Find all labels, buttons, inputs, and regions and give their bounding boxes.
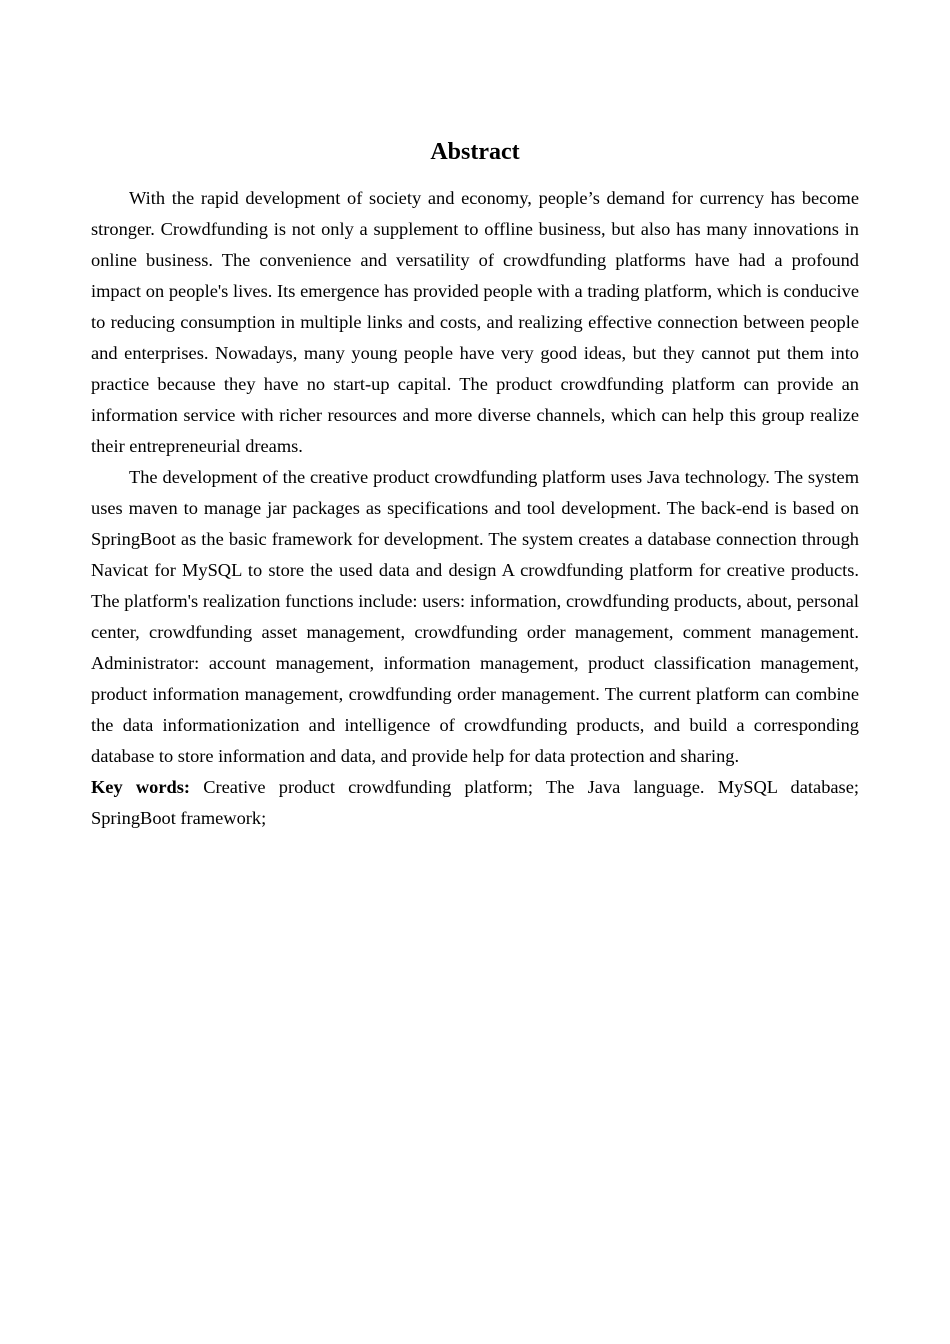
abstract-title: Abstract <box>430 139 520 165</box>
abstract-paragraph-1: With the rapid development of society and economy, people’s demand for currency has become stronger. Crowdfunding is not only a supplement to offline business, but also has many innovations in online business. The convenience and versatility of crowdfunding platforms have had a profound impact on people's lives. Its emergence has provided people with a trading platform, which is conducive to reducing consumption in multiple links and costs, and realizing effective connection between people and enterprises. Nowadays, many young people have very good ideas, but they cannot put them into practice because they have no start-up capital. The product crowdfunding platform can provide an information service with richer resources and more diverse channels, which can help this group realize their entrepreneurial dreams. <box>91 188 859 456</box>
abstract-paragraph-2: The development of the creative product crowdfunding platform uses Java technology. The system uses maven to manage jar packages as specifications and tool development. The back-end is based on SpringBoot as the basic framework for development. The system creates a database connection through Navicat for MySQL to store the used data and design A crowdfunding platform for creative products. The platform's realization functions include: users: information, crowdfunding products, about, personal center, crowdfunding asset management, crowdfunding order management, comment management. Administrator: account management, information management, product classification management, product information management, crowdfunding order management. The current platform can combine the data informationization and intelligence of crowdfunding products, and build a corresponding database to store information and data, and provide help for data protection and sharing. <box>91 467 859 766</box>
keywords-line <box>91 772 859 834</box>
keywords-text: Creative product crowdfunding platform; The Java language. MySQL database; SpringBoot framework; <box>91 777 859 828</box>
document-page <box>91 134 859 834</box>
keywords-label: Key words: <box>91 777 191 797</box>
